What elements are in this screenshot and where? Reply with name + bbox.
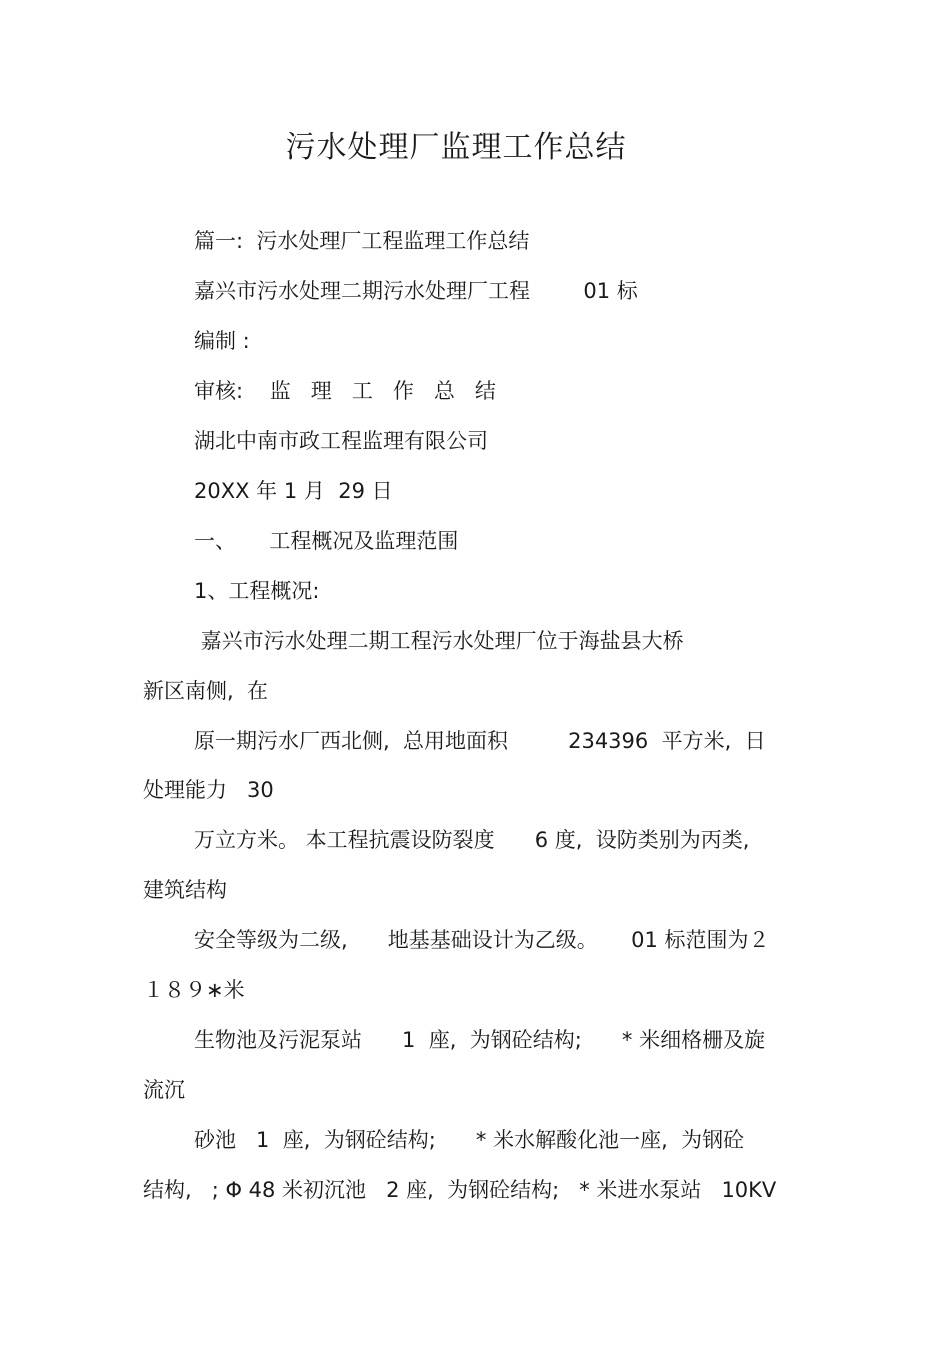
paragraph-line: 嘉兴市污水处理二期污水处理厂工程 01 标 (194, 279, 638, 303)
subsection-heading: 1、工程概况: (194, 579, 320, 603)
paragraph-line: 20XX 年 1 月 29 日 (194, 479, 393, 503)
paragraph-line: 建筑结构 (143, 878, 227, 902)
paragraph-line: 生物池及污泥泵站 1 座, 为钢砼结构; * 米细格栅及旋 (194, 1028, 766, 1052)
paragraph-line: 篇一: 污水处理厂工程监理工作总结 (194, 229, 530, 253)
section-heading: 一、 工程概况及监理范围 (194, 529, 459, 553)
paragraph-line: 嘉兴市污水处理二期工程污水处理厂位于海盐县大桥 (194, 629, 684, 653)
paragraph-line: 安全等级为二级, 地基基础设计为乙级。 01 标范围为２ (194, 928, 770, 952)
paragraph-line: 流沉 (143, 1078, 185, 1102)
paragraph-line: 原一期污水厂西北侧, 总用地面积 234396 平方米, 日 (194, 729, 766, 753)
paragraph-line: 湖北中南市政工程监理有限公司 (194, 429, 488, 453)
paragraph-line: 处理能力 30 (143, 778, 274, 802)
paragraph-line: 审核: 监 理 工 作 总 结 (194, 379, 496, 403)
paragraph-line: 砂池 1 座, 为钢砼结构; * 米水解酸化池一座, 为钢砼 (194, 1128, 745, 1152)
paragraph-line: 万立方米。 本工程抗震设防裂度 6 度, 设防类别为丙类, (194, 828, 750, 852)
document-title: 污水处理厂监理工作总结 (285, 130, 627, 165)
paragraph-line: 编制 : (194, 329, 250, 353)
paragraph-line: １８９∗米 (143, 978, 245, 1002)
paragraph-line: 结构, ; Φ 48 米初沉池 2 座, 为钢砼结构; * 米进水泵站 10KV (143, 1178, 777, 1202)
paragraph-line: 新区南侧, 在 (143, 679, 269, 703)
